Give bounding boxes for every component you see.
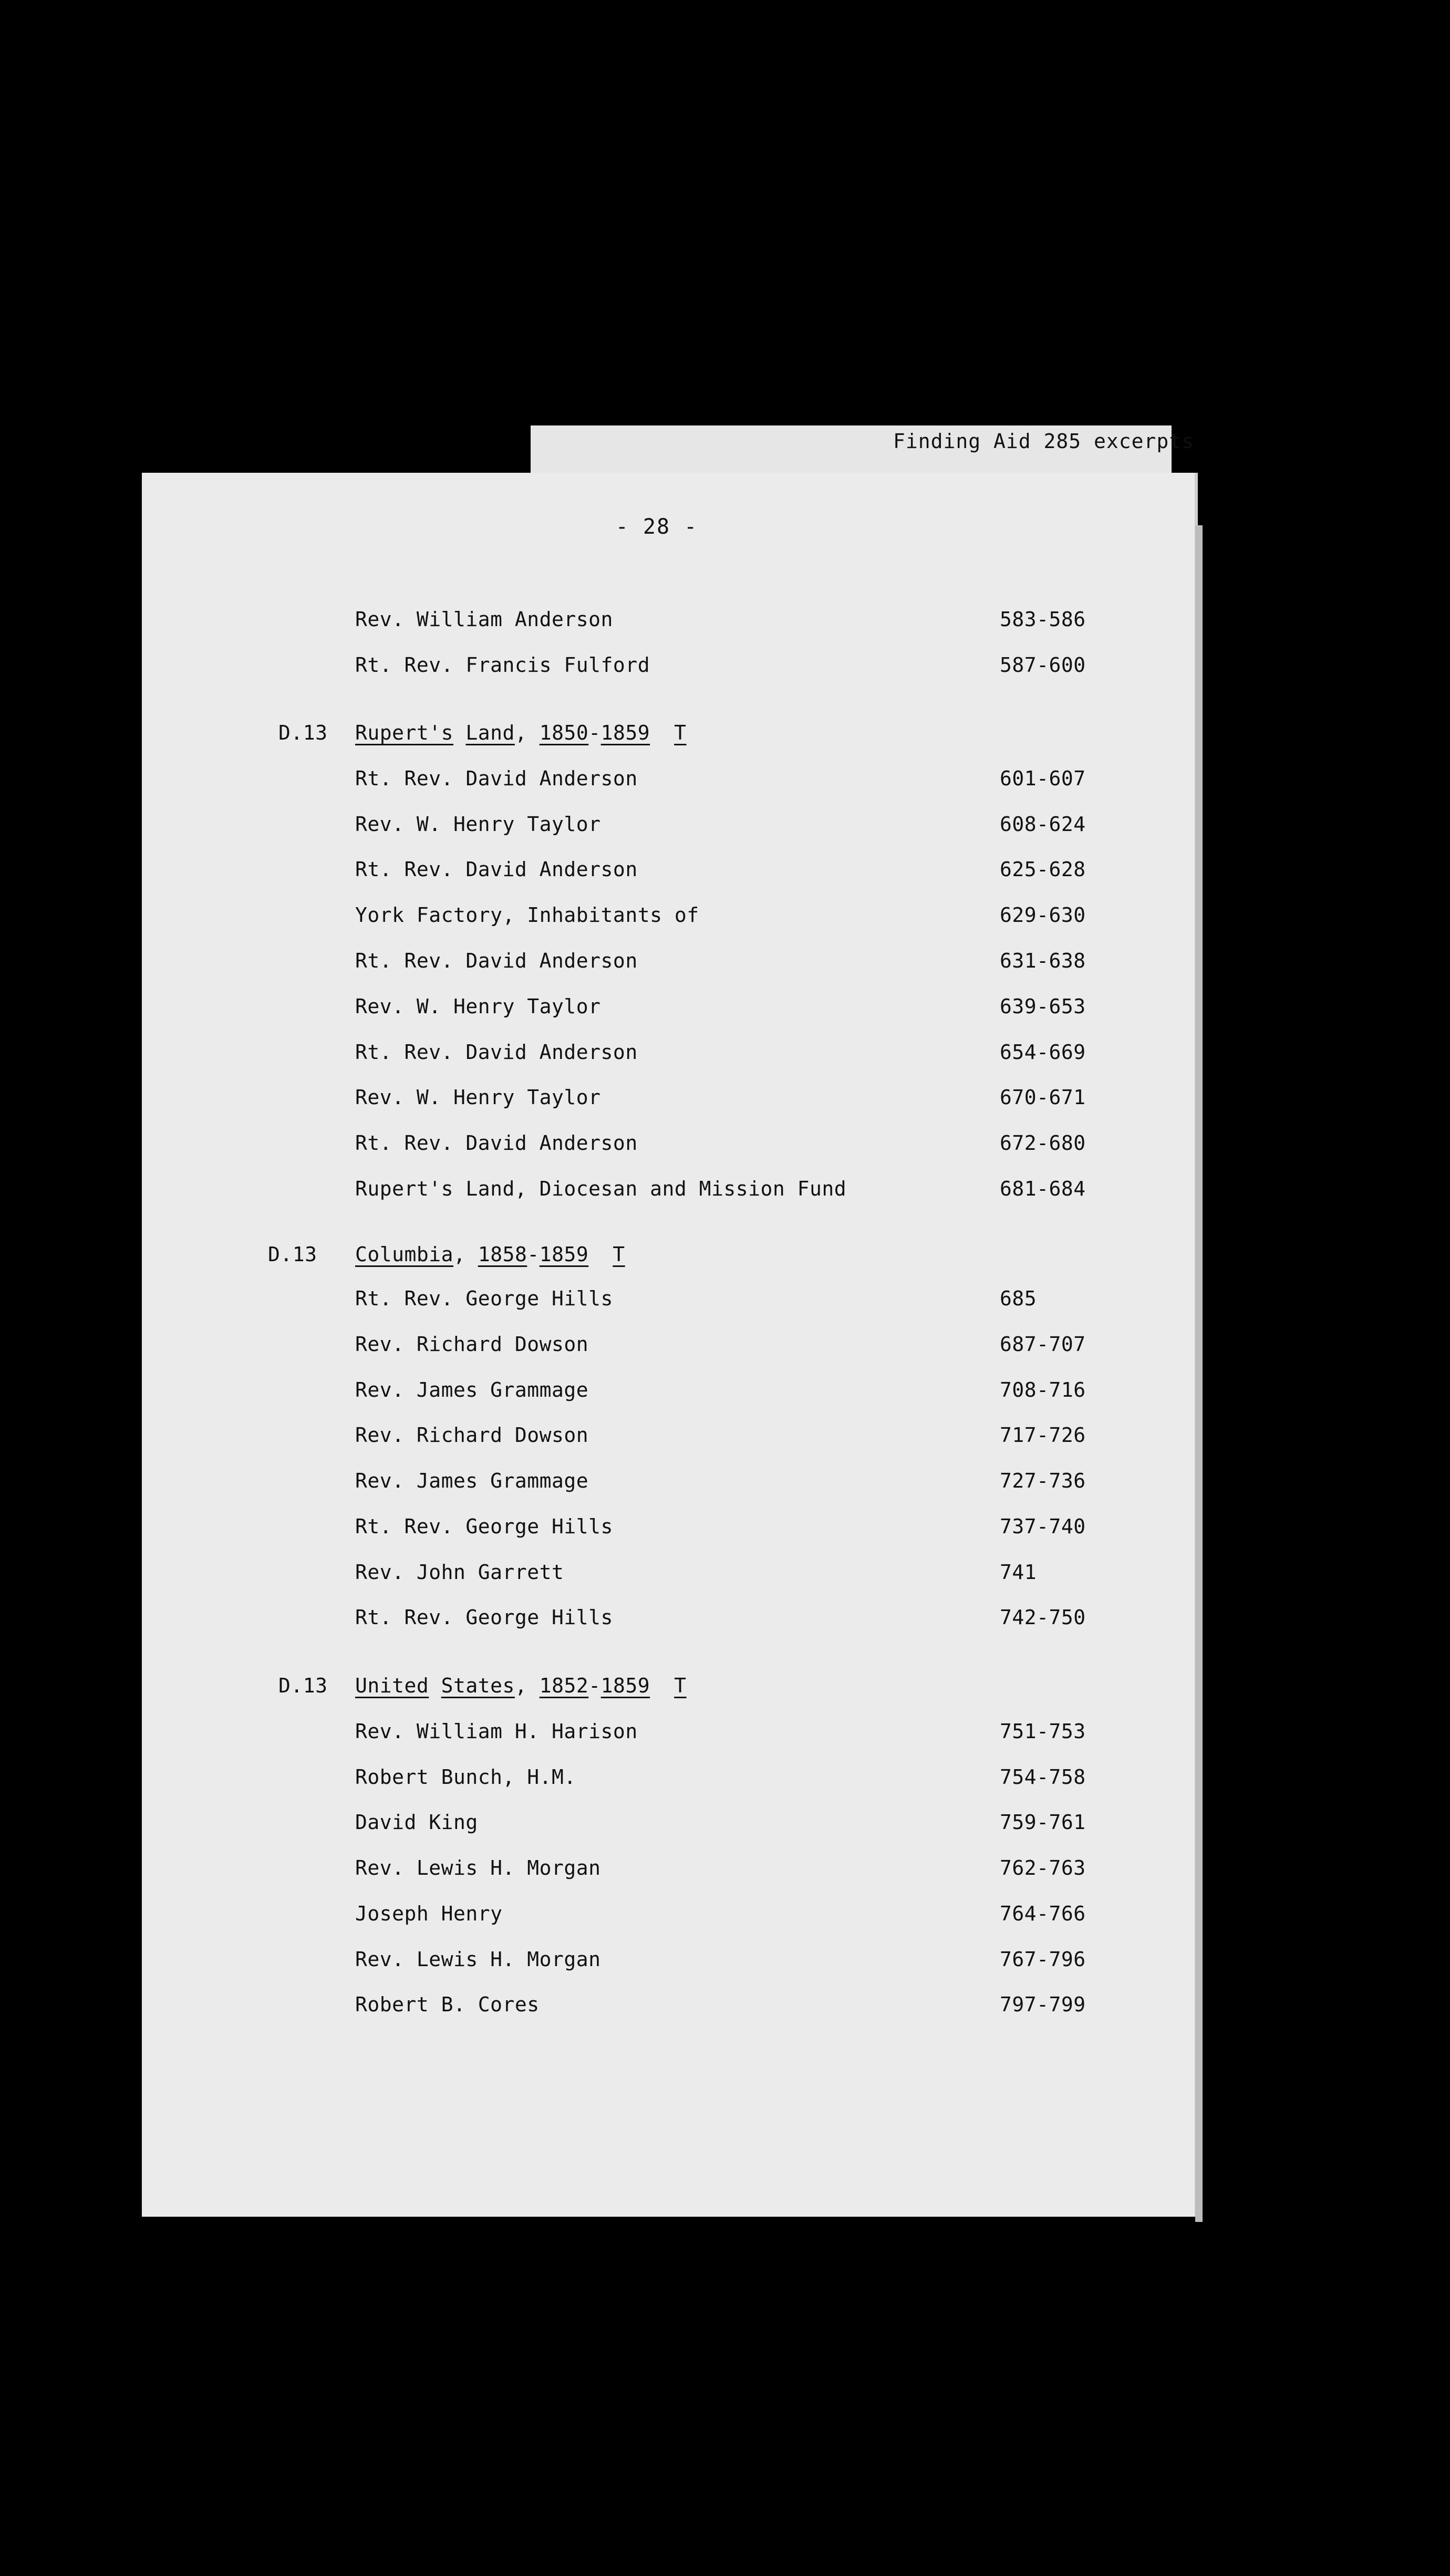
entry-pages: 608-624 (1000, 813, 1086, 836)
section-title (355, 1674, 687, 1697)
list-item (0, 949, 1450, 981)
list-item (0, 1902, 1450, 1934)
list-item (0, 813, 1450, 844)
entry-name: Rev. James Grammage (355, 1378, 589, 1401)
entry-pages: 708-716 (1000, 1378, 1086, 1401)
entry-pages: 737-740 (1000, 1515, 1086, 1538)
list-item (0, 1177, 1450, 1209)
list-item (0, 1469, 1450, 1501)
entry-pages: 687-707 (1000, 1333, 1086, 1356)
entry-pages: 672-680 (1000, 1131, 1086, 1155)
entry-name: Rev. Richard Dowson (355, 1333, 589, 1356)
entry-pages: 754-758 (1000, 1765, 1086, 1789)
entry-name: Rev. W. Henry Taylor (355, 995, 601, 1018)
title-year-end: 1859 (600, 721, 650, 744)
entry-name: Rt. Rev. David Anderson (355, 767, 638, 790)
list-item (0, 1086, 1450, 1117)
title-punct: , (514, 721, 527, 744)
entry-pages: 583-586 (1000, 608, 1086, 631)
entry-name: Rt. Rev. David Anderson (355, 858, 638, 881)
entry-pages: 601-607 (1000, 767, 1086, 790)
entry-pages: 685 (1000, 1287, 1037, 1310)
title-year-end: 1859 (539, 1243, 589, 1266)
section-heading (0, 1674, 1450, 1706)
list-item (0, 903, 1450, 935)
entry-pages: 741 (1000, 1561, 1037, 1584)
entry-pages: 767-796 (1000, 1948, 1086, 1971)
section-mark: T (674, 1674, 687, 1697)
entry-name: York Factory, Inhabitants of (355, 903, 699, 927)
entry-name: Rt. Rev. David Anderson (355, 1131, 638, 1155)
title-punct: , (453, 1243, 466, 1266)
section-title (355, 721, 687, 744)
entry-name: Rev. Lewis H. Morgan (355, 1856, 601, 1879)
entry-name: Rt. Rev. George Hills (355, 1287, 613, 1310)
list-item (0, 767, 1450, 798)
title-dash: - (588, 721, 601, 744)
list-item (0, 1515, 1450, 1546)
entry-name: Rt. Rev. Francis Fulford (355, 653, 650, 677)
list-item (0, 1720, 1450, 1751)
entry-name: Rupert's Land, Diocesan and Mission Fund (355, 1177, 847, 1200)
title-punct: , (514, 1674, 527, 1697)
entry-name: Rev. W. Henry Taylor (355, 1086, 601, 1109)
list-item (0, 1287, 1450, 1318)
title-year-end: 1859 (600, 1674, 650, 1697)
entry-pages: 631-638 (1000, 949, 1086, 972)
title-word: Rupert's (355, 721, 454, 744)
title-year-start: 1850 (539, 721, 589, 744)
entry-name: Rt. Rev. George Hills (355, 1515, 613, 1538)
entry-pages: 742-750 (1000, 1606, 1086, 1629)
entry-pages: 762-763 (1000, 1856, 1086, 1879)
entry-pages: 670-671 (1000, 1086, 1086, 1109)
entry-pages: 727-736 (1000, 1469, 1086, 1492)
section-mark: T (613, 1243, 625, 1266)
page-number: - 28 - (615, 515, 698, 539)
section-heading (0, 1243, 1450, 1274)
entry-name: Robert B. Cores (355, 1993, 540, 2016)
list-item (0, 653, 1450, 685)
entry-pages: 681-684 (1000, 1177, 1086, 1200)
list-item (0, 1811, 1450, 1842)
list-item (0, 995, 1450, 1026)
list-item (0, 1378, 1450, 1410)
list-item (0, 1041, 1450, 1072)
section-code: D.13 (268, 1243, 317, 1266)
title-word: Columbia (355, 1243, 454, 1266)
list-item (0, 1561, 1450, 1592)
list-item (0, 1333, 1450, 1364)
list-item (0, 1606, 1450, 1637)
finding-aid-label: Finding Aid 285 excerpts (893, 430, 1195, 453)
list-item (0, 1131, 1450, 1163)
list-item (0, 1948, 1450, 1979)
entry-pages: 625-628 (1000, 858, 1086, 881)
entry-name: Rev. Richard Dowson (355, 1424, 589, 1447)
section-code: D.13 (278, 721, 328, 744)
list-item (0, 1993, 1450, 2024)
list-item (0, 1765, 1450, 1797)
title-word: Land (465, 721, 515, 744)
section-title (355, 1243, 625, 1266)
list-item (0, 1856, 1450, 1888)
entry-pages: 654-669 (1000, 1041, 1086, 1064)
entry-name: Rev. James Grammage (355, 1469, 589, 1492)
entry-pages: 717-726 (1000, 1424, 1086, 1447)
list-item (0, 1424, 1450, 1455)
section-mark: T (674, 721, 687, 744)
title-dash: - (527, 1243, 540, 1266)
title-year-start: 1858 (478, 1243, 527, 1266)
entry-pages: 639-653 (1000, 995, 1086, 1018)
entry-name: Rt. Rev. David Anderson (355, 949, 638, 972)
section-code: D.13 (278, 1674, 328, 1697)
entry-pages: 764-766 (1000, 1902, 1086, 1925)
section-heading (0, 721, 1450, 753)
title-year-start: 1852 (539, 1674, 589, 1697)
entry-name: Joseph Henry (355, 1902, 503, 1925)
title-word: States (441, 1674, 515, 1697)
entry-pages: 751-753 (1000, 1720, 1086, 1743)
entry-pages: 759-761 (1000, 1811, 1086, 1834)
entry-name: Rev. Lewis H. Morgan (355, 1948, 601, 1971)
entry-name: Rev. John Garrett (355, 1561, 564, 1584)
entry-pages: 797-799 (1000, 1993, 1086, 2016)
entry-name: Rt. Rev. George Hills (355, 1606, 613, 1629)
entry-name: Rev. W. Henry Taylor (355, 813, 601, 836)
entry-name: David King (355, 1811, 478, 1834)
list-item (0, 608, 1450, 639)
list-item (0, 858, 1450, 889)
entry-pages: 629-630 (1000, 903, 1086, 927)
entry-pages: 587-600 (1000, 653, 1086, 677)
title-dash: - (588, 1674, 601, 1697)
title-word: United (355, 1674, 429, 1697)
entry-name: Rev. William H. Harison (355, 1720, 638, 1743)
entry-name: Rev. William Anderson (355, 608, 613, 631)
entry-name: Rt. Rev. David Anderson (355, 1041, 638, 1064)
entry-name: Robert Bunch, H.M. (355, 1765, 576, 1789)
